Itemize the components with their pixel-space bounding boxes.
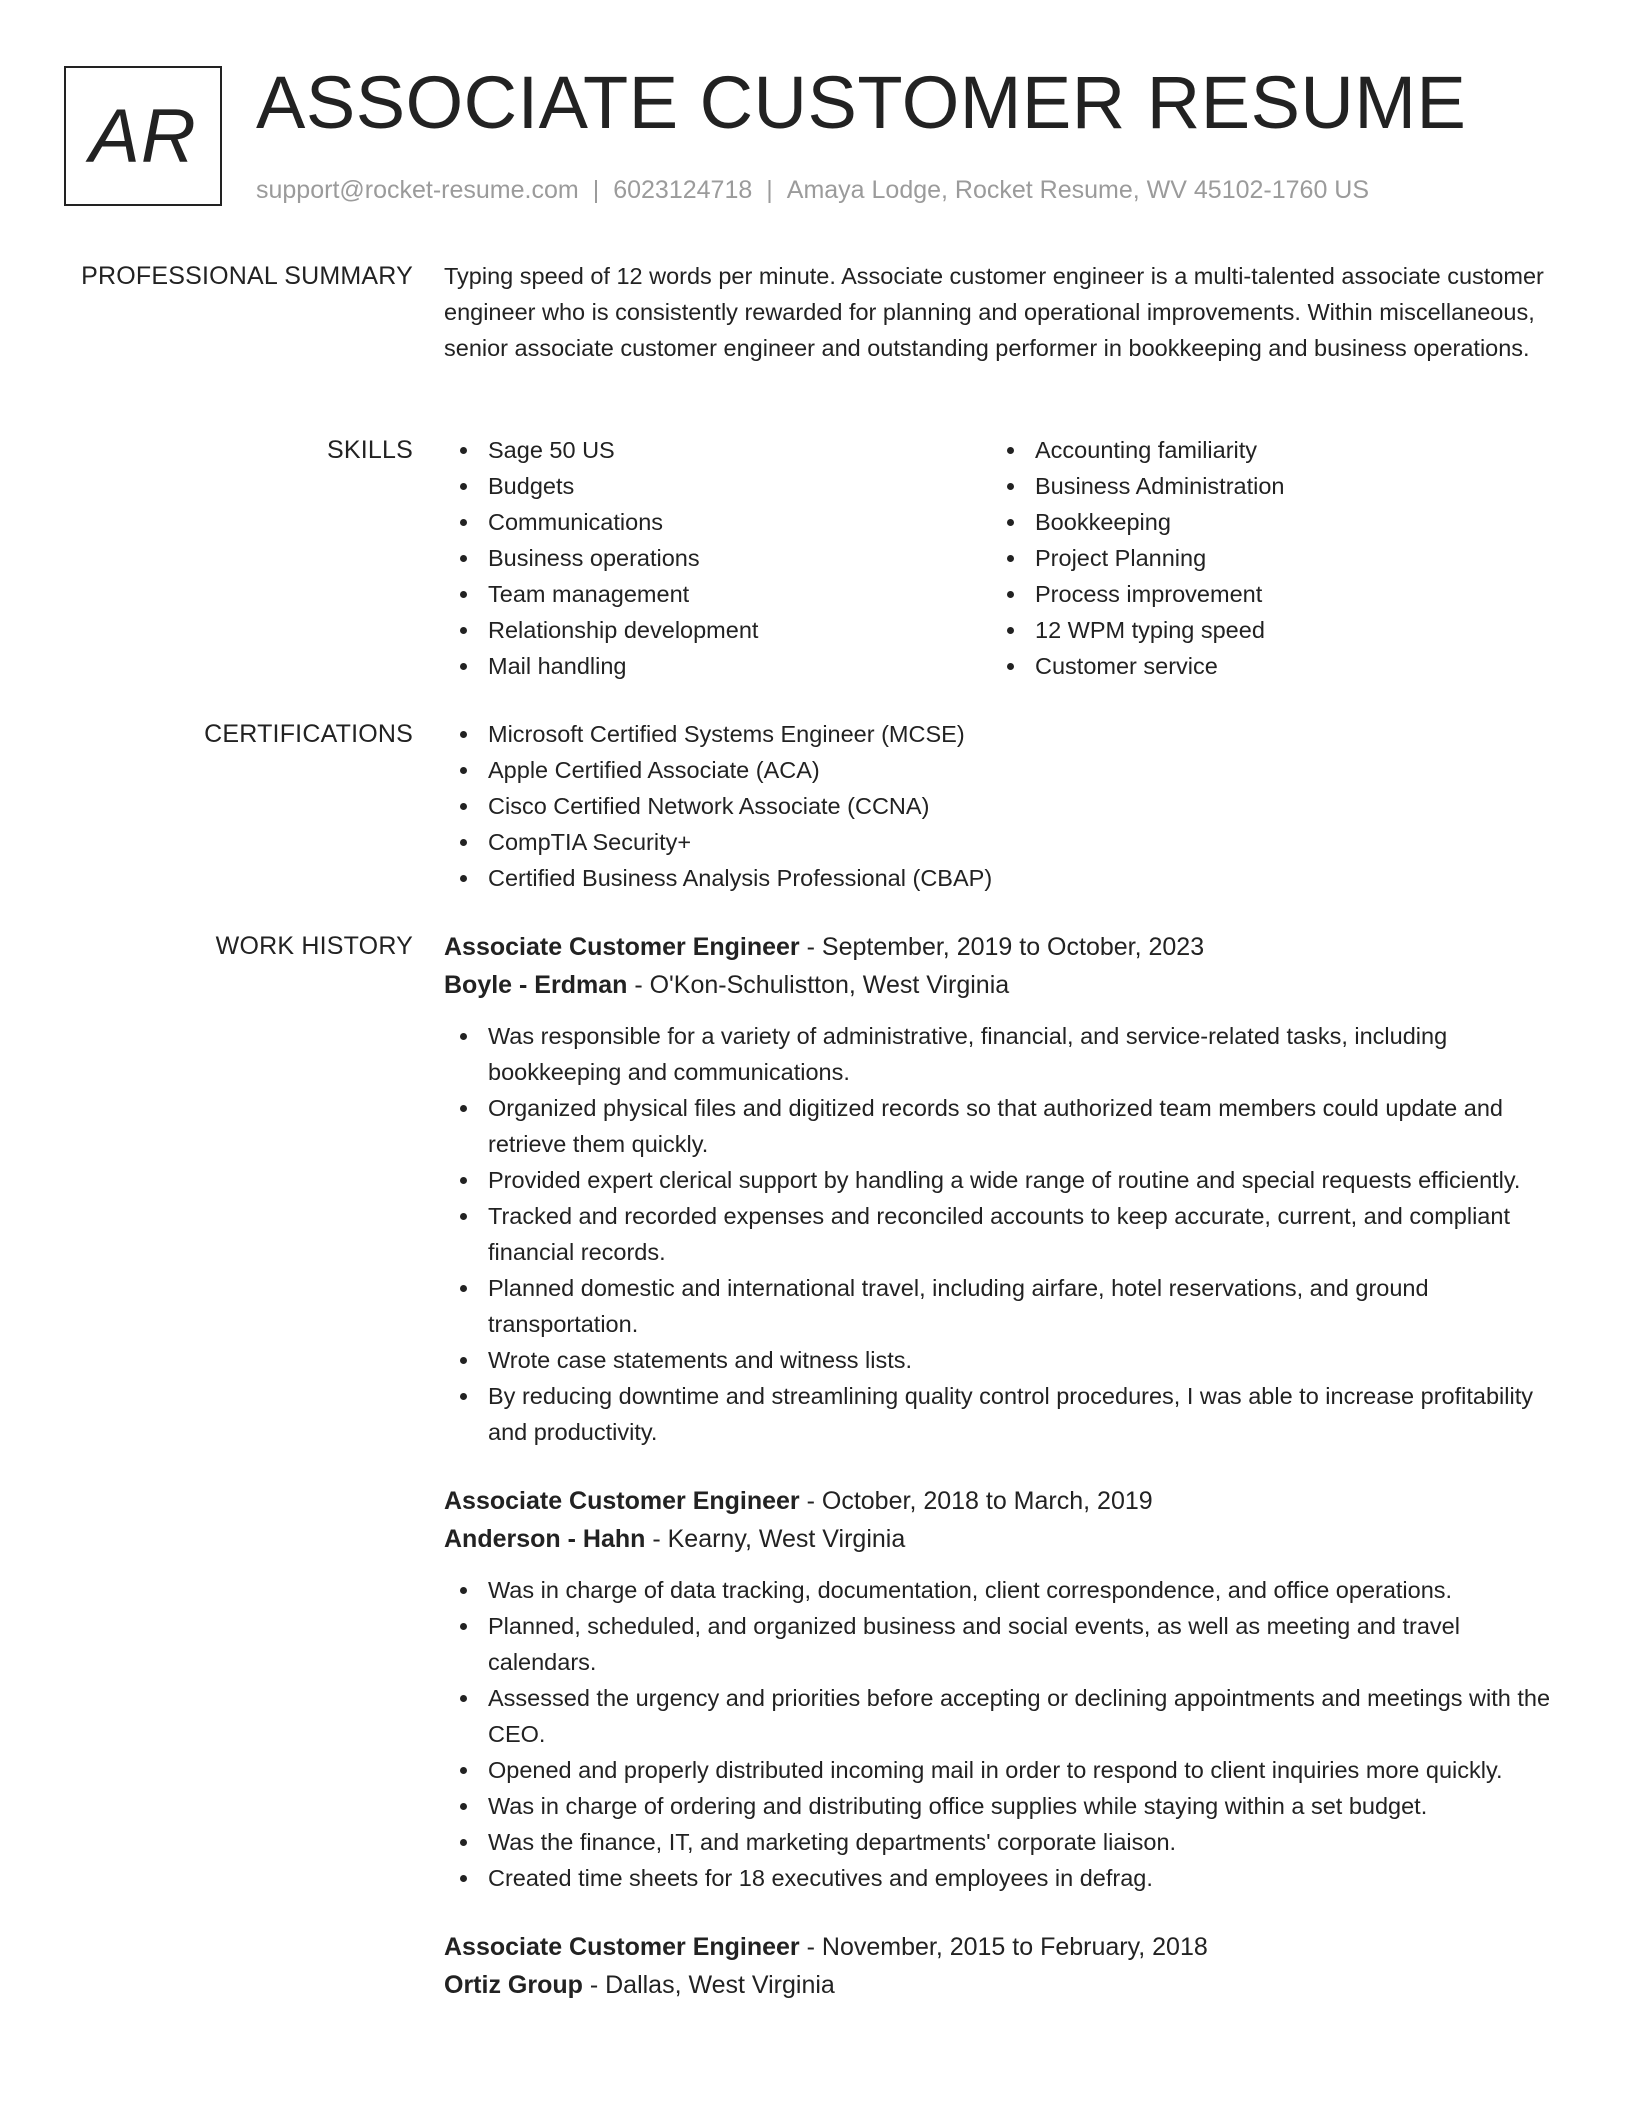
contact-separator: | — [766, 176, 773, 204]
section-label-certifications: CERTIFICATIONS — [204, 720, 413, 748]
job-entry — [444, 1482, 1560, 1896]
job-company: Anderson - Hahn — [444, 1525, 646, 1553]
list-item: Relationship development — [444, 612, 991, 648]
job-company-line — [444, 1966, 1560, 2004]
list-item: Accounting familiarity — [991, 432, 1538, 468]
list-item: Sage 50 US — [444, 432, 991, 468]
section-label-work-history: WORK HISTORY — [215, 932, 413, 960]
list-item: Microsoft Certified Systems Engineer (MCSE) — [444, 716, 1560, 752]
job-dates: - October, 2018 to March, 2019 — [799, 1487, 1153, 1515]
job-title-line — [444, 1928, 1560, 1966]
list-item: Tracked and recorded expenses and reconciled accounts to keep accurate, current, and compliant financial records. — [444, 1198, 1560, 1270]
list-item: Process improvement — [991, 576, 1538, 612]
list-item: Customer service — [991, 648, 1538, 684]
list-item: By reducing downtime and streamlining quality control procedures, I was able to increase profitability and productivity. — [444, 1378, 1560, 1450]
list-item: Cisco Certified Network Associate (CCNA) — [444, 788, 1560, 824]
list-item: Budgets — [444, 468, 991, 504]
job-title-line — [444, 928, 1560, 966]
section-label-skills: SKILLS — [327, 436, 413, 464]
job-location: - Dallas, West Virginia — [582, 1971, 835, 1999]
section-label-summary: PROFESSIONAL SUMMARY — [81, 262, 413, 290]
job-title: Associate Customer Engineer — [444, 1933, 800, 1961]
list-item: Certified Business Analysis Professional (CBAP) — [444, 860, 1560, 896]
job-title: Associate Customer Engineer — [444, 1487, 800, 1515]
job-company: Boyle - Erdman — [444, 971, 628, 999]
contact-address: Amaya Lodge, Rocket Resume, WV 45102-1760 US — [786, 176, 1370, 204]
list-item: Team management — [444, 576, 991, 612]
resume-title: ASSOCIATE CUSTOMER RESUME — [256, 61, 1467, 144]
list-item: Was responsible for a variety of administrative, financial, and service-related tasks, including bookkeeping and communications. — [444, 1018, 1560, 1090]
list-item: Planned domestic and international travel, including airfare, hotel reservations, and ground transportation. — [444, 1270, 1560, 1342]
job-title-line — [444, 1482, 1560, 1520]
job-bullet-list — [444, 1018, 1560, 1450]
job-bullet-list — [444, 1572, 1560, 1896]
job-location: - O'Kon-Schulistton, West Virginia — [627, 971, 1010, 999]
contact-line — [256, 172, 1369, 208]
list-item: Was in charge of ordering and distributing office supplies while staying within a set budget. — [444, 1788, 1560, 1824]
list-item: Opened and properly distributed incoming mail in order to respond to client inquiries more quickly. — [444, 1752, 1560, 1788]
job-company-line — [444, 1520, 1560, 1558]
list-item: Organized physical files and digitized records so that authorized team members could update and retrieve them quickly. — [444, 1090, 1560, 1162]
summary-text: Typing speed of 12 words per minute. Associate customer engineer is a multi-talented associate customer engineer who is consistently rewarded for planning and operational improvements. Within miscellaneous, senior associate customer engineer and outstanding performer in bookkeeping and business operations. — [444, 263, 1544, 361]
monogram-logo: AR — [64, 66, 222, 206]
list-item: Apple Certified Associate (ACA) — [444, 752, 1560, 788]
list-item: Mail handling — [444, 648, 991, 684]
list-item: Was the finance, IT, and marketing departments' corporate liaison. — [444, 1824, 1560, 1860]
job-title: Associate Customer Engineer — [444, 933, 800, 961]
list-item: Project Planning — [991, 540, 1538, 576]
job-dates: - September, 2019 to October, 2023 — [799, 933, 1205, 961]
job-company: Ortiz Group — [444, 1971, 583, 1999]
list-item: Provided expert clerical support by handling a wide range of routine and special requests efficiently. — [444, 1162, 1560, 1198]
certifications-list — [444, 716, 1560, 896]
job-location: - Kearny, West Virginia — [645, 1525, 906, 1553]
job-entry — [444, 928, 1560, 1450]
list-item: Wrote case statements and witness lists. — [444, 1342, 1560, 1378]
contact-phone[interactable]: 6023124718 — [613, 176, 753, 204]
list-item: 12 WPM typing speed — [991, 612, 1538, 648]
list-item: Created time sheets for 18 executives and employees in defrag. — [444, 1860, 1560, 1896]
contact-separator: | — [592, 176, 600, 204]
skills-column-left — [444, 432, 991, 684]
list-item: Planned, scheduled, and organized business and social events, as well as meeting and travel calendars. — [444, 1608, 1560, 1680]
list-item: Bookkeeping — [991, 504, 1538, 540]
skills-column-right — [991, 432, 1538, 684]
list-item: Assessed the urgency and priorities before accepting or declining appointments and meetings with the CEO. — [444, 1680, 1560, 1752]
list-item: Business operations — [444, 540, 991, 576]
job-dates: - November, 2015 to February, 2018 — [799, 1933, 1208, 1961]
list-item: Was in charge of data tracking, documentation, client correspondence, and office operations. — [444, 1572, 1560, 1608]
job-company-line — [444, 966, 1560, 1004]
work-history-list — [444, 928, 1560, 2036]
contact-email[interactable]: support@rocket-resume.com — [256, 176, 579, 204]
list-item: CompTIA Security+ — [444, 824, 1560, 860]
skills-grid — [444, 432, 1560, 684]
job-entry — [444, 1928, 1560, 2004]
list-item: Business Administration — [991, 468, 1538, 504]
list-item: Communications — [444, 504, 991, 540]
